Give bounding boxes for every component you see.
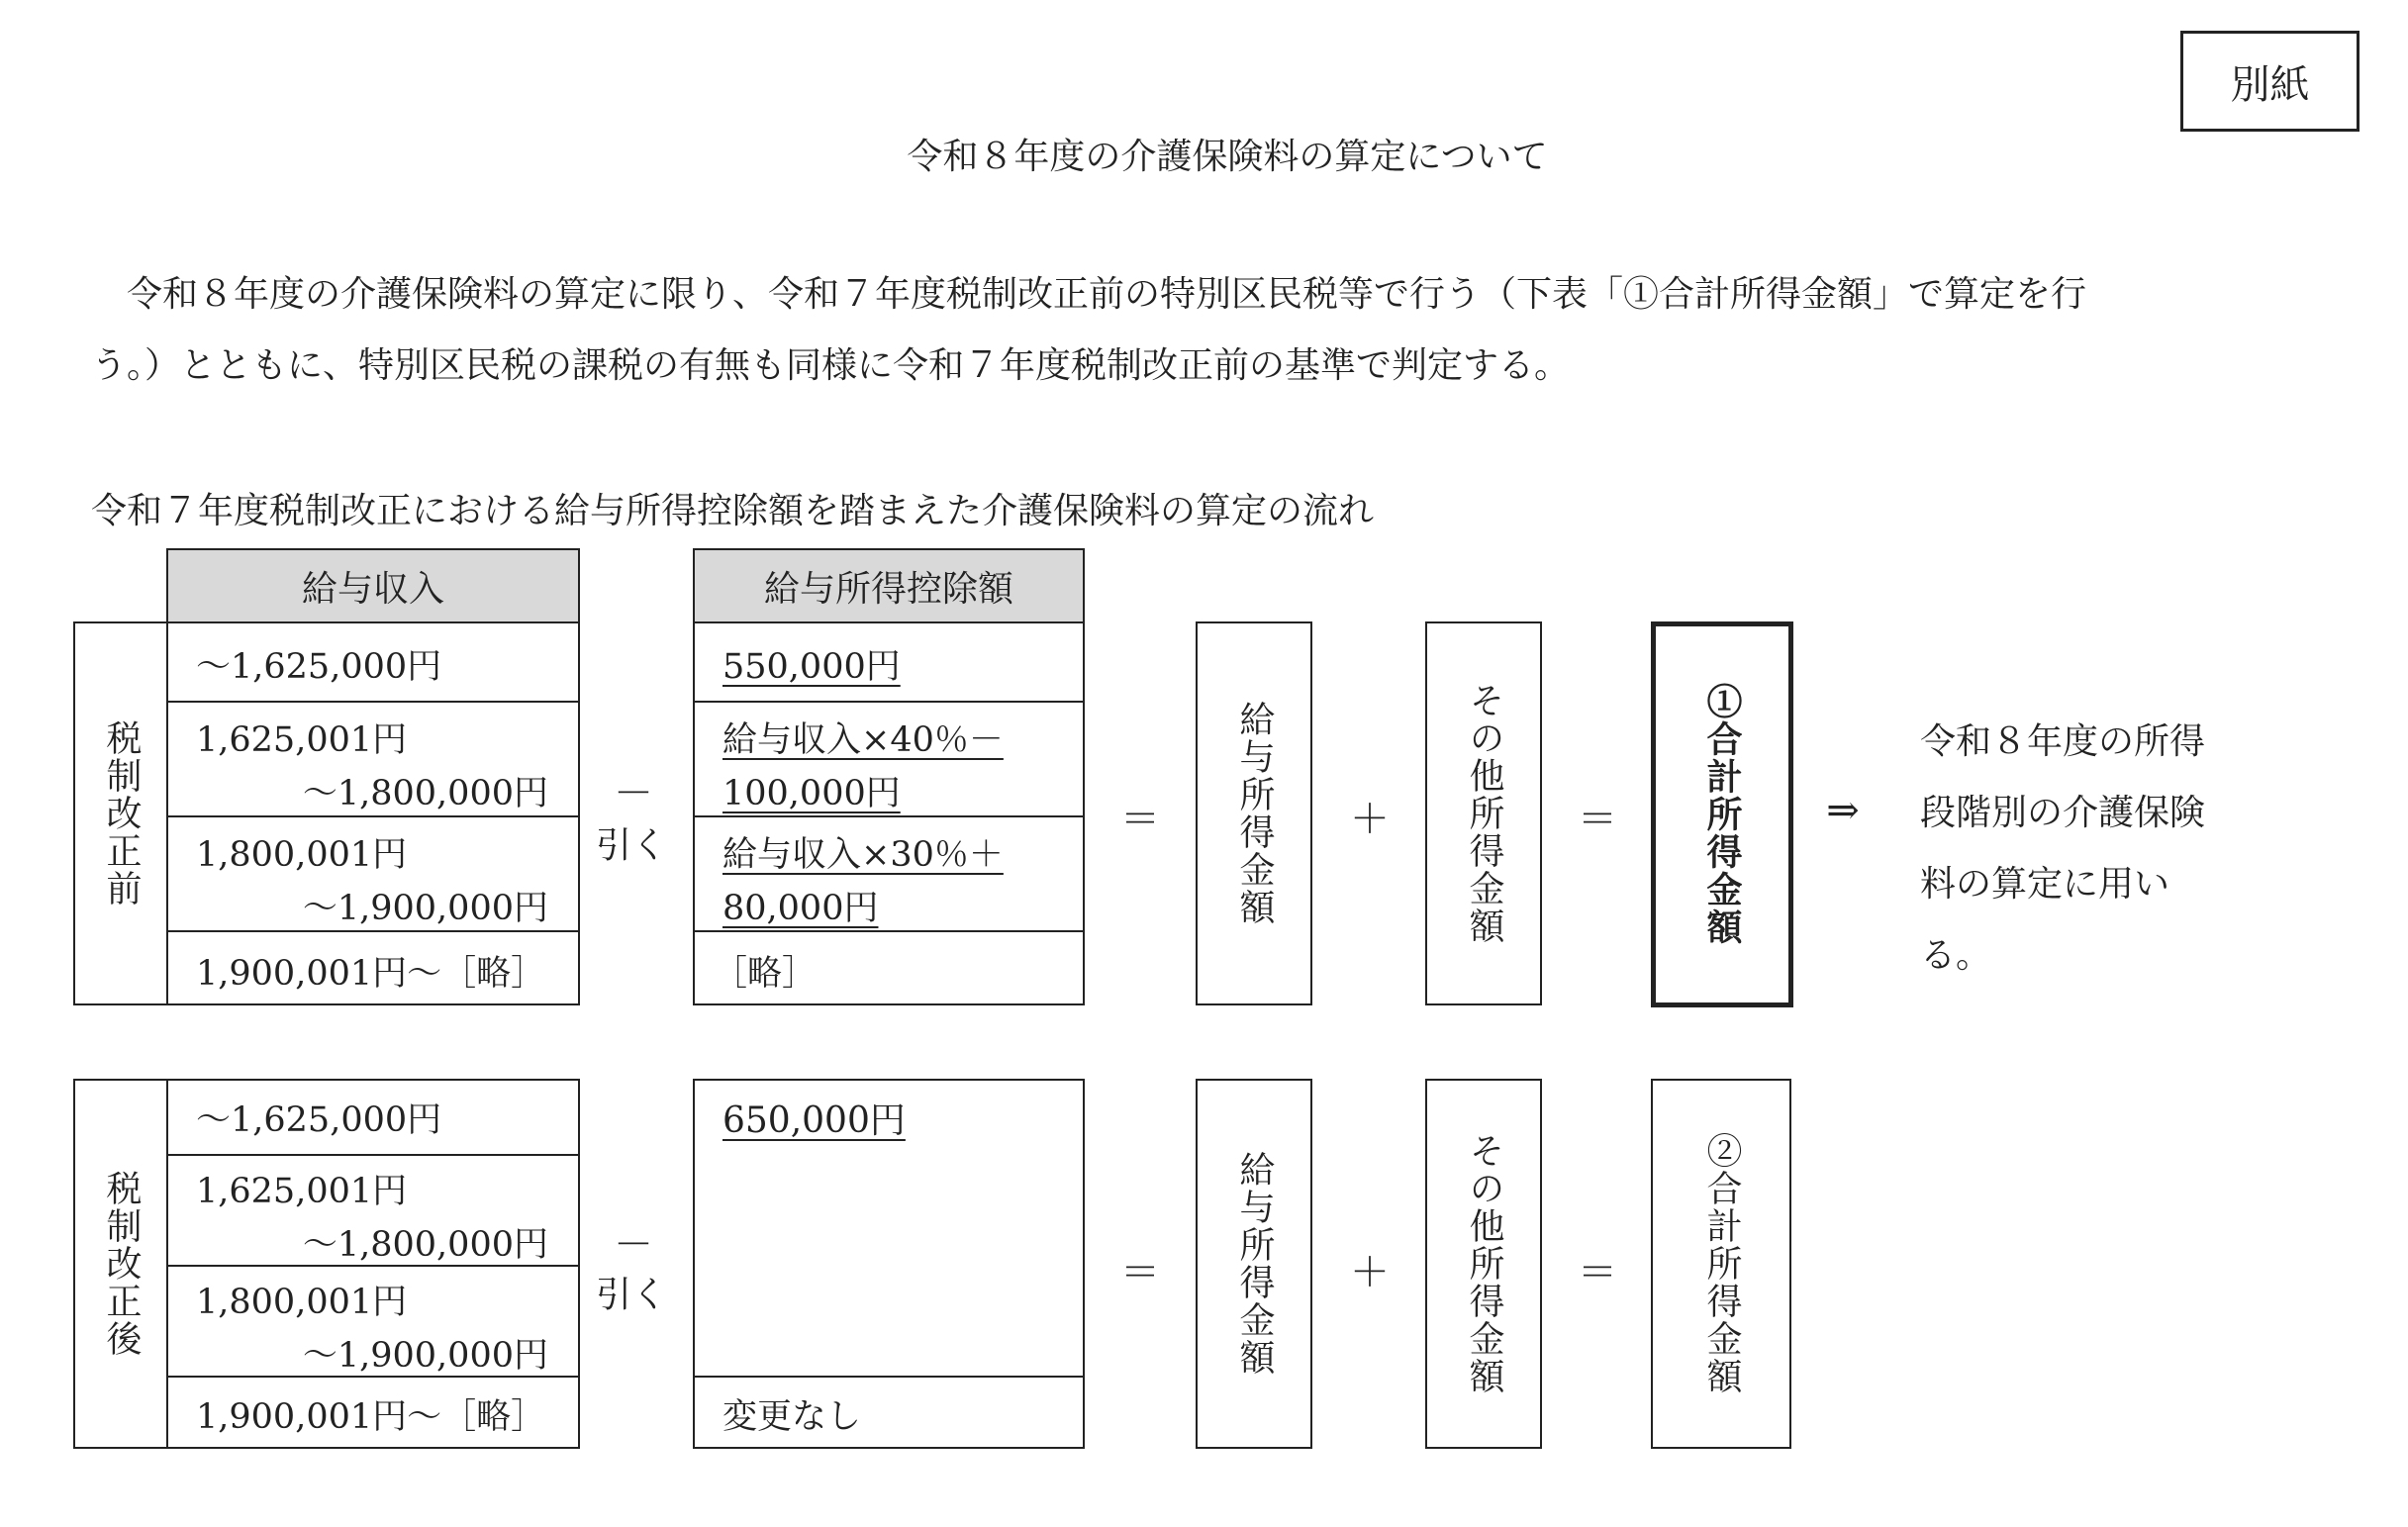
equals-sign: ＝ (1578, 1250, 1617, 1295)
total-income-box-2: ②合計所得金額 (1651, 1079, 1791, 1449)
before-label: 税制改正前 (73, 621, 168, 1005)
result-text: 令和８年度の所得段階別の介護保険料の算定に用いる。 (1920, 721, 2206, 976)
minus-sign: － (614, 771, 653, 816)
flow-title: 令和７年度税制改正における給与所得控除額を踏まえた介護保険料の算定の流れ (91, 491, 1375, 531)
table-row: 給与収入×40％－ 100,000円 (695, 701, 1083, 815)
equals-sign: ＝ (1120, 797, 1160, 842)
deduction-header: 給与所得控除額 (693, 548, 1085, 623)
employment-income-box: 給与所得金額 (1196, 621, 1312, 1005)
after-income-table (166, 1079, 580, 1449)
before-income-table (166, 621, 580, 1005)
table-row: 1,625,001円 ～1,800,000円 (168, 1154, 578, 1265)
page-title: 令和８年度の介護保険料の算定について (907, 137, 1548, 177)
intro-line-1: 令和８年度の介護保険料の算定に限り、令和７年度税制改正前の特別区民税等で行う（下表「①合計所得金額」で算定を行 (127, 274, 2087, 315)
after-deduction-table (693, 1079, 1085, 1449)
equals-sign: ＝ (1578, 797, 1617, 842)
other-income-box: その他所得金額 (1425, 621, 1542, 1005)
arrow-icon: ⇒ (1826, 788, 1860, 833)
employment-income-box: 給与所得金額 (1196, 1079, 1312, 1449)
income-header: 給与収入 (166, 548, 580, 623)
equals-sign: ＝ (1120, 1250, 1160, 1295)
total-income-box-1: ①合計所得金額 (1651, 621, 1793, 1007)
table-row: 1,625,001円 ～1,800,000円 (168, 701, 578, 815)
plus-sign: ＋ (1350, 797, 1390, 842)
attachment-tag: 別紙 (2180, 31, 2360, 132)
table-row: 550,000円 (722, 647, 901, 687)
subtract-label: 引く (595, 1275, 667, 1315)
table-row: 1,800,001円 ～1,900,000円 (168, 815, 578, 930)
table-row: ～1,625,000円 (196, 1100, 442, 1140)
plus-sign: ＋ (1350, 1250, 1390, 1295)
after-label: 税制改正後 (73, 1079, 168, 1449)
table-row: 1,900,001円～［略］ (168, 1376, 578, 1447)
table-row: 給与収入×30％＋ 80,000円 (695, 815, 1083, 930)
table-row: 変更なし (695, 1376, 1083, 1447)
minus-sign: － (614, 1222, 653, 1268)
table-row: 650,000円 (722, 1100, 906, 1141)
intro-line-2: う。）とともに、特別区民税の課税の有無も同様に令和７年度税制改正前の基準で判定する。 (91, 345, 1571, 386)
table-row: 1,900,001円～［略］ (168, 930, 578, 1003)
table-row: 1,800,001円 ～1,900,000円 (168, 1265, 578, 1376)
table-row: ［略］ (695, 930, 1083, 1003)
subtract-label: 引く (595, 825, 667, 866)
other-income-box: その他所得金額 (1425, 1079, 1542, 1449)
before-deduction-table (693, 621, 1085, 1005)
table-row: ～1,625,000円 (196, 647, 442, 687)
